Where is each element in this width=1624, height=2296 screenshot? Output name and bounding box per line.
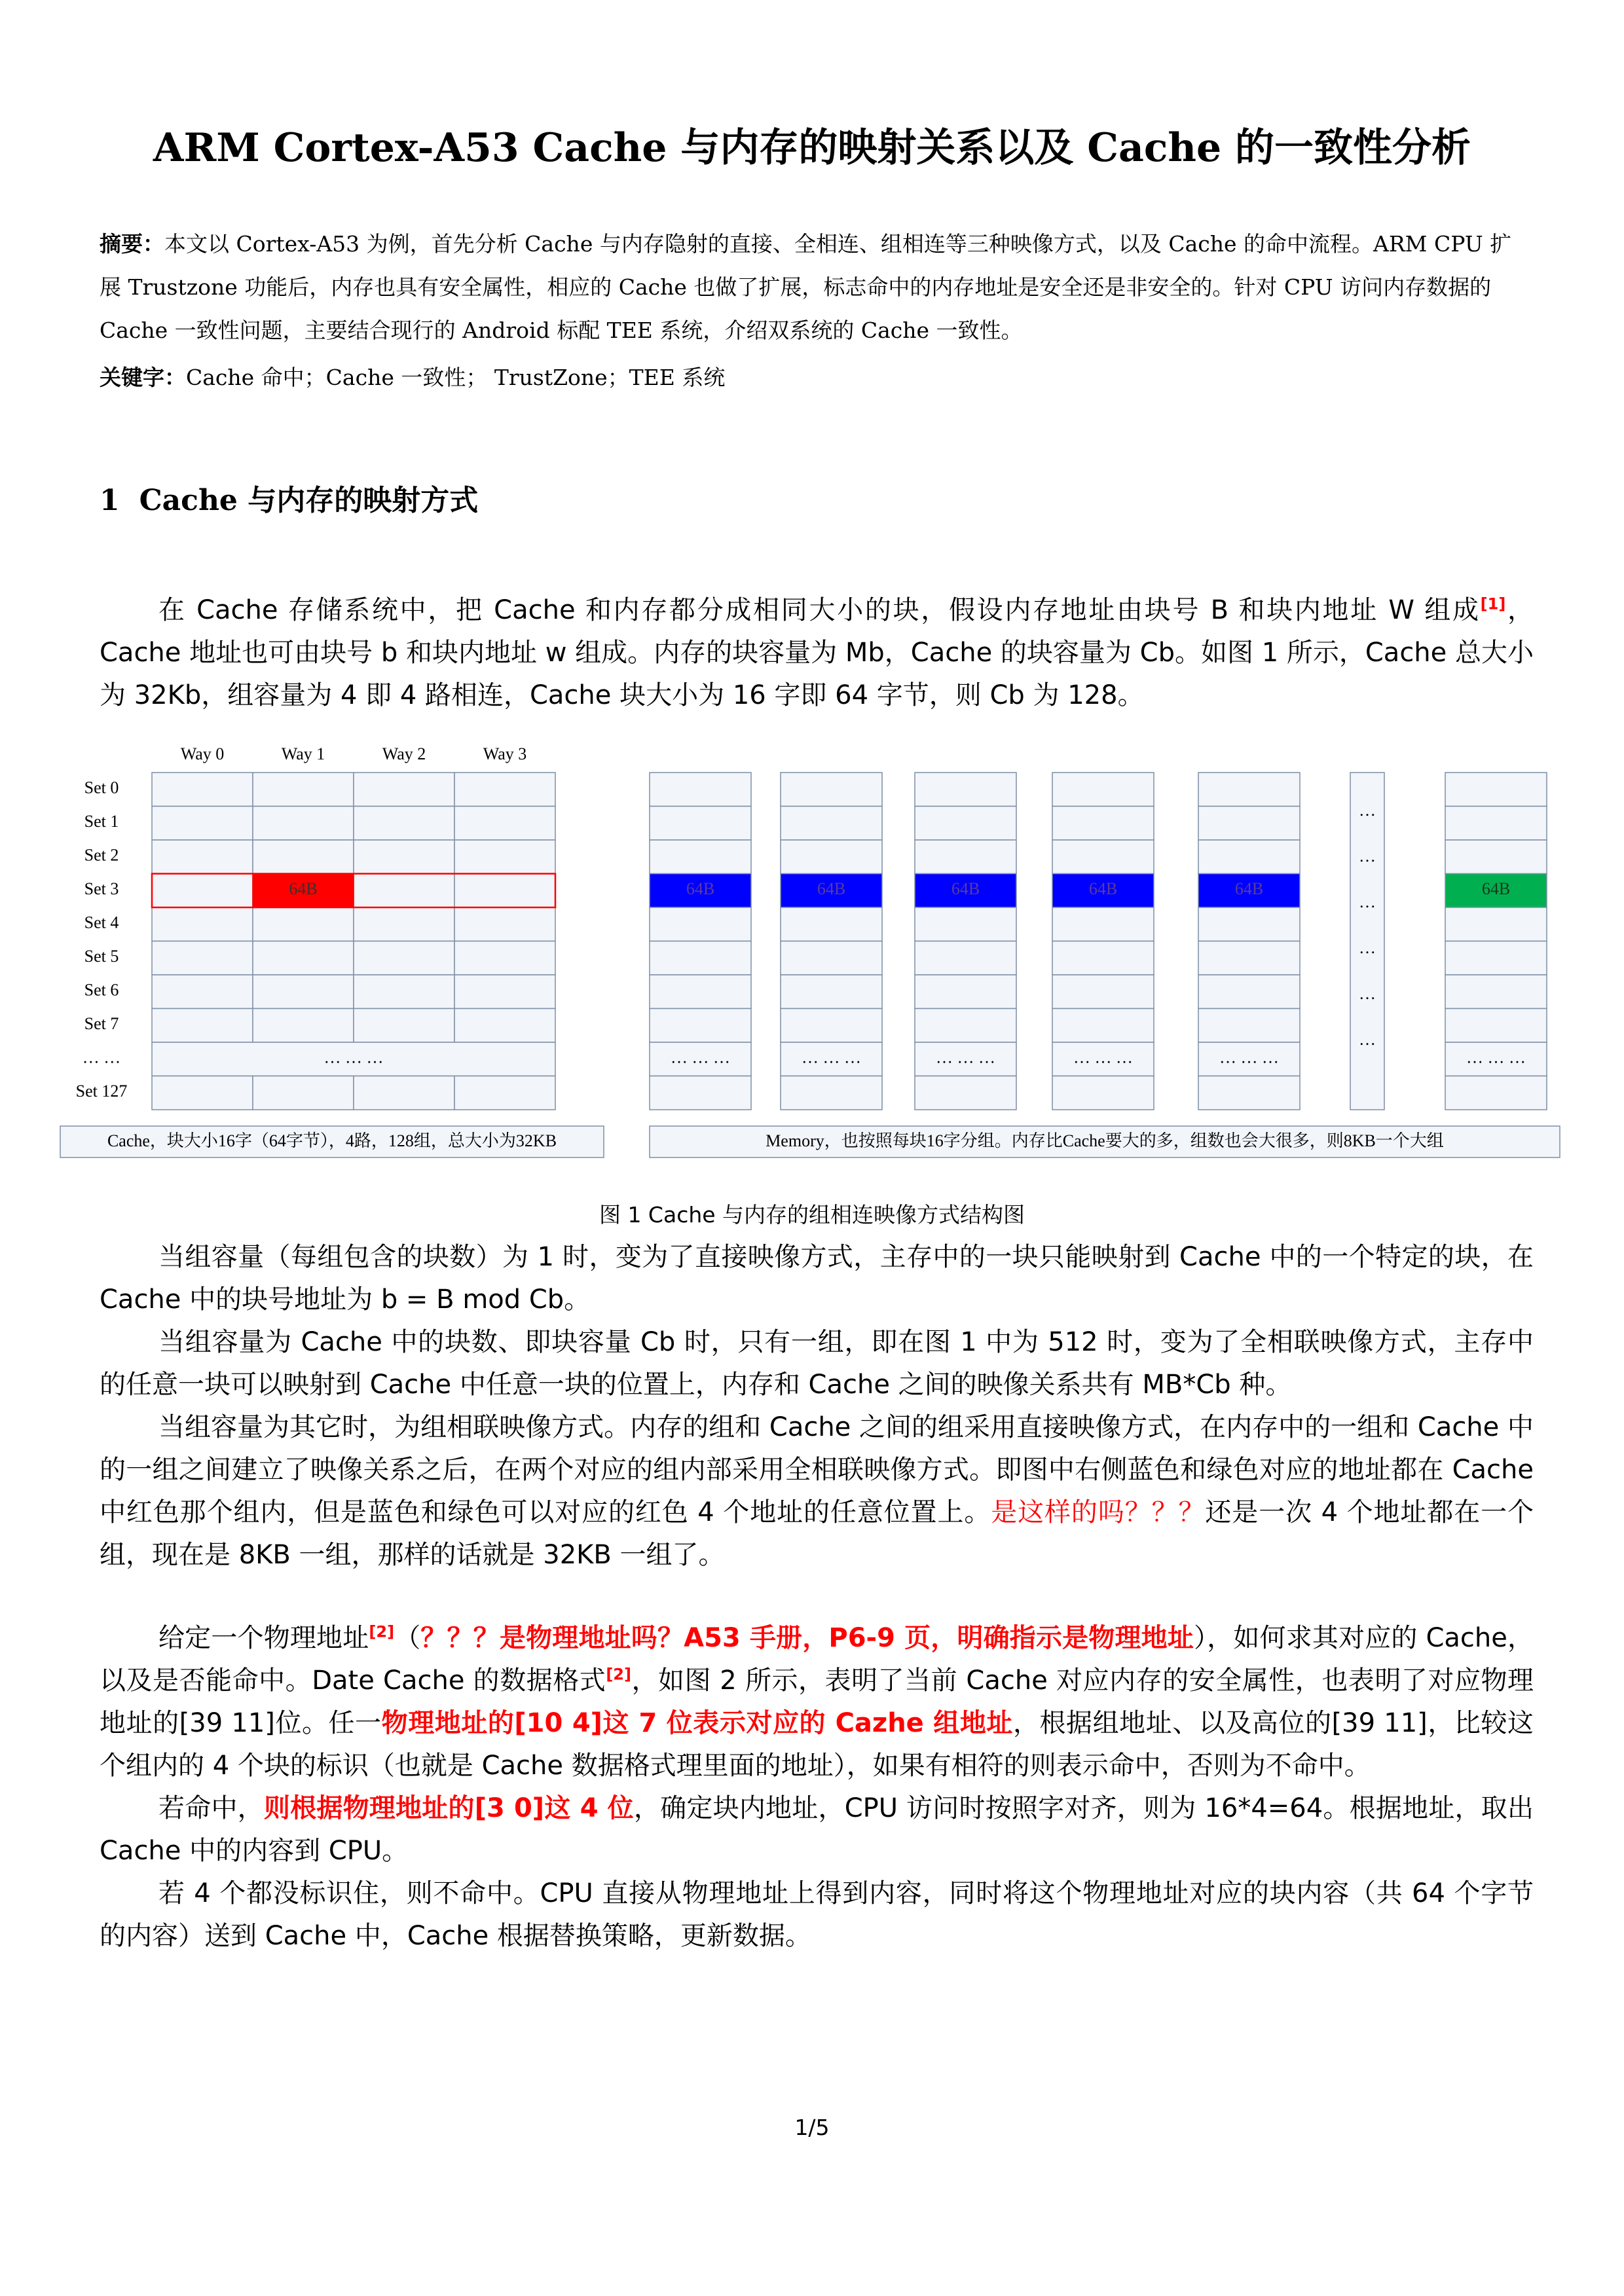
set-label: Set 127 [75,1082,128,1101]
para-5 [100,1617,1534,1787]
memory-dots: … [1359,983,1376,1003]
set-label: Set 5 [84,947,119,966]
para1-text-b: ，Cache 地址也可由块号 b 和块内地址 w 组成。内存的块容量为 Mb，Cache 的块容量为 Cb。如图 1 所示，Cache 总大小为 32Kb，组容量为 4 即 4 路相连，Cache 块大小为 16 字即 64 字节，则 Cb 为 128。 [100,595,1534,710]
figure-1-diagram [0,733,1624,1165]
cache-cell [253,1076,354,1110]
page-number: 1/5 [794,2115,830,2140]
memory-ellipsis: … … … [1466,1048,1526,1067]
para5-question: ？？？是物理地址吗？A53 手册，P6-9 页，明确指示是物理地址 [420,1623,1194,1653]
cache-cell [152,1076,253,1110]
para1-text-a: 在 Cache 存储系统中，把 Cache 和内存都分成相同大小的块，假设内存地址由块号 B 和块内地址 W 组成 [158,595,1481,625]
para6-text-b: ，确定块内地址，CPU 访问时按照字对齐，则为 16*4=64。根据地址，取出 Cache 中的内容到 CPU。 [100,1793,1534,1866]
memory-cell [915,907,1016,941]
abstract [100,223,1527,352]
cache-cell [454,807,555,841]
set-label: … … [82,1048,121,1067]
cache-cell [354,807,454,841]
cache-cell [354,907,454,941]
cache-cell [454,874,555,908]
set-label: Set 4 [84,913,119,932]
memory-cell [1445,1009,1547,1043]
cache-cell [454,773,555,807]
cache-cell [454,1009,555,1043]
memory-cell [650,807,751,841]
citation-ref: [1] [1480,594,1506,613]
para4-text-b: 还是一次 4 个地址都在一个组，现在是 8KB 一组，那样的话就是 32KB 一组了。 [100,1497,1534,1570]
memory-cell [781,773,882,807]
cache-cell [454,1076,555,1110]
memory-ellipsis: … … … [802,1048,861,1067]
memory-cell [781,907,882,941]
cache-cell [253,941,354,975]
way-label: Way 0 [180,744,225,763]
memory-cell [1445,975,1547,1009]
memory-dots: … [1359,938,1376,957]
memory-cell [650,975,751,1009]
memory-cell [781,975,882,1009]
memory-cell [1052,807,1154,841]
memory-cell [781,1076,882,1110]
memory-cell [650,941,751,975]
memory-cell [1198,941,1300,975]
para4-text-a: 当组容量为其它时，为组相联映像方式。内存的组和 Cache 之间的组采用直接映像方式，在内存中的一组和 Cache 中的一组之间建立了映像关系之后，在两个对应的组内部采用全相联映像方式。即图中右侧蓝色和绿色对应的地址都在 Cache 中红色那个组内，但是蓝色和绿色可以对应的红色 4 个地址的任意位置上。 [100,1412,1534,1527]
para-3: 当组容量为 Cache 中的块数、即块容量 Cb 时，只有一组，即在图 1 中为 512 时，变为了全相联映像方式，主存中的任意一块可以映射到 Cache 中任意一块的位置上，内存和 Cache 之间的映像关系共有 MB*Cb 种。 [100,1327,1534,1400]
cache-cell [354,1009,454,1043]
memory-cell [781,941,882,975]
memory-caption: Memory，也按照每块16字分组。内存比Cache要大的多，组数也会大很多，则8KB一个大组 [766,1131,1444,1150]
cache-cell [152,1009,253,1043]
memory-cell [781,807,882,841]
para5-text-a: 给定一个物理地址 [158,1623,369,1653]
memory-cell [1052,840,1154,874]
abstract-label: 摘要： [100,231,164,257]
para-2: 当组容量（每组包含的块数）为 1 时，变为了直接映像方式，主存中的一块只能映射到 Cache 中的一个特定的块，在 Cache 中的块号地址为 b = B mod Cb。 [100,1242,1534,1315]
memory-cell [1445,773,1547,807]
set-label: Set 6 [84,980,119,1000]
memory-ellipsis: … … … [1219,1048,1279,1067]
memory-cell [1445,1076,1547,1110]
memory-cell [1198,1009,1300,1043]
memory-ellipsis: … … … [936,1048,995,1067]
memory-ellipsis: … … … [671,1048,730,1067]
way-label: Way 3 [483,744,527,763]
memory-cell [1052,1009,1154,1043]
section-number: 1 [100,484,120,517]
cache-cell [354,840,454,874]
memory-cell [915,807,1016,841]
memory-cell [1198,807,1300,841]
cache-cell [354,874,454,908]
memory-block-label: 64B [686,879,715,899]
cache-cell [253,975,354,1009]
memory-dots: … [1359,846,1376,866]
memory-block-label: 64B [1234,879,1264,899]
memory-cell [1052,773,1154,807]
cache-cell [152,975,253,1009]
memory-cell [781,1009,882,1043]
cache-cell [152,807,253,841]
memory-cell [915,1009,1016,1043]
way-label: Way 2 [382,744,426,763]
memory-cell [650,773,751,807]
set-label: Set 3 [84,879,119,899]
cache-cell [152,874,253,908]
para-6 [100,1787,1534,1872]
keywords-label: 关键字： [100,365,186,390]
memory-ellipsis: … … … [1073,1048,1133,1067]
cache-cell [354,773,454,807]
memory-cell [915,773,1016,807]
set-label: Set 1 [84,812,119,831]
memory-cell [650,1009,751,1043]
para5-text-c: ），如何求其对应的 Cache，以及是否能命中。Date Cache 的数据格式 [100,1623,1534,1696]
way-label: Way 1 [281,744,325,763]
page-title: ARM Cortex-A53 Cache 与内存的映射关系以及 Cache 的一致性分析 [153,125,1471,171]
keywords-text: Cache 命中；Cache 一致性； TrustZone；TEE 系统 [186,365,726,390]
memory-block-label: 64B [817,879,846,899]
memory-cell [1198,773,1300,807]
memory-block-label: 64B [951,879,980,899]
memory-cell [1052,975,1154,1009]
cache-cell [354,1076,454,1110]
cache-cell [454,941,555,975]
cache-block-label: 64B [289,879,318,899]
set-label: Set 2 [84,845,119,865]
cache-cell [152,840,253,874]
memory-block-label: 64B [1481,879,1511,899]
para-4 [100,1406,1534,1576]
cache-caption: Cache，块大小16字（64字节），4路，128组，总大小为32KB [107,1131,557,1150]
para6-highlight: 则根据物理地址的[3 0]这 4 位 [263,1793,634,1823]
memory-dots: … [1359,1029,1376,1049]
memory-dots: … [1359,800,1376,820]
memory-cell [1198,1076,1300,1110]
cache-cell [354,975,454,1009]
section-title: Cache 与内存的映射方式 [139,484,479,517]
memory-cell [1052,941,1154,975]
memory-cell [650,840,751,874]
memory-cell [915,1076,1016,1110]
para5-text-d: ，如图 2 所示，表明了当前 Cache 对应内存的安全属性，也表明了对应物理地址的[39 11]位。任一 [100,1666,1534,1738]
keywords [100,356,1527,399]
para5-highlight: 物理地址的[10 4]这 7 位表示对应的 Cazhe 组地址 [381,1708,1013,1738]
cache-cell [253,807,354,841]
memory-cell [1445,941,1547,975]
memory-cell [650,1076,751,1110]
memory-cell [915,975,1016,1009]
set-label: Set 0 [84,778,119,797]
cache-cell [152,773,253,807]
cache-cell [253,773,354,807]
memory-cell [1445,907,1547,941]
cache-cell [454,975,555,1009]
citation-ref: [2] [606,1665,631,1684]
memory-block-label: 64B [1088,879,1118,899]
paragraph-1 [100,589,1534,717]
body-paragraphs [100,1236,1534,1576]
citation-ref: [2] [369,1622,395,1641]
cache-cell [354,941,454,975]
memory-cell [1445,840,1547,874]
cache-cell [152,941,253,975]
cache-cell [454,907,555,941]
memory-cell [650,907,751,941]
cache-grid [60,744,604,1157]
figure-caption: 图 1 Cache 与内存的组相连映像方式结构图 [599,1202,1025,1228]
set-label: Set 7 [84,1014,119,1034]
memory-cell [1445,807,1547,841]
para-7: 若 4 个都没标识住，则不命中。CPU 直接从物理地址上得到内容，同时将这个物理地址对应的块内容（共 64 个字节的内容）送到 Cache 中，Cache 根据替换策略，更新数据。 [100,1878,1534,1951]
para5-text-b: （ [394,1623,421,1653]
cache-cell [253,1009,354,1043]
memory-cell [1052,1076,1154,1110]
cache-cell [253,907,354,941]
memory-cell [781,840,882,874]
memory-cell [1198,907,1300,941]
memory-cell [1198,840,1300,874]
cache-cell [152,907,253,941]
cache-ellipsis: … … … [323,1048,384,1067]
cache-cell [454,840,555,874]
memory-cell [915,941,1016,975]
memory-cell [915,840,1016,874]
section-heading [100,477,478,519]
cache-cell [253,840,354,874]
abstract-text: 本文以 Cortex-A53 为例，首先分析 Cache 与内存隐射的直接、全相连、组相连等三种映像方式，以及 Cache 的命中流程。ARM CPU 扩展 Trustzone 功能后，内存也具有安全属性，相应的 Cache 也做了扩展，标志命中的内存地址是安全还是非安全的。针对 CPU 访问内存数据的 Cache 一致性问题，主要结合现行的 Android 标配 TEE 系统，介绍双系统的 Cache 一致性。 [100,231,1512,343]
memory-cell [1198,975,1300,1009]
body-paragraphs-2 [100,1617,1534,1958]
para5-text-e: ，根据组地址、以及高位的[39 11]，比较这个组内的 4 个块的标识（也就是 Cache 数据格式理里面的地址），如果有相符的则表示命中，否则为不命中。 [100,1708,1534,1781]
para6-text-a: 若命中， [158,1793,264,1823]
memory-dots: … [1359,892,1376,911]
memory-cell [1052,907,1154,941]
memory-grid [650,773,1560,1157]
para4-question: 是这样的吗？？？ [991,1497,1206,1527]
